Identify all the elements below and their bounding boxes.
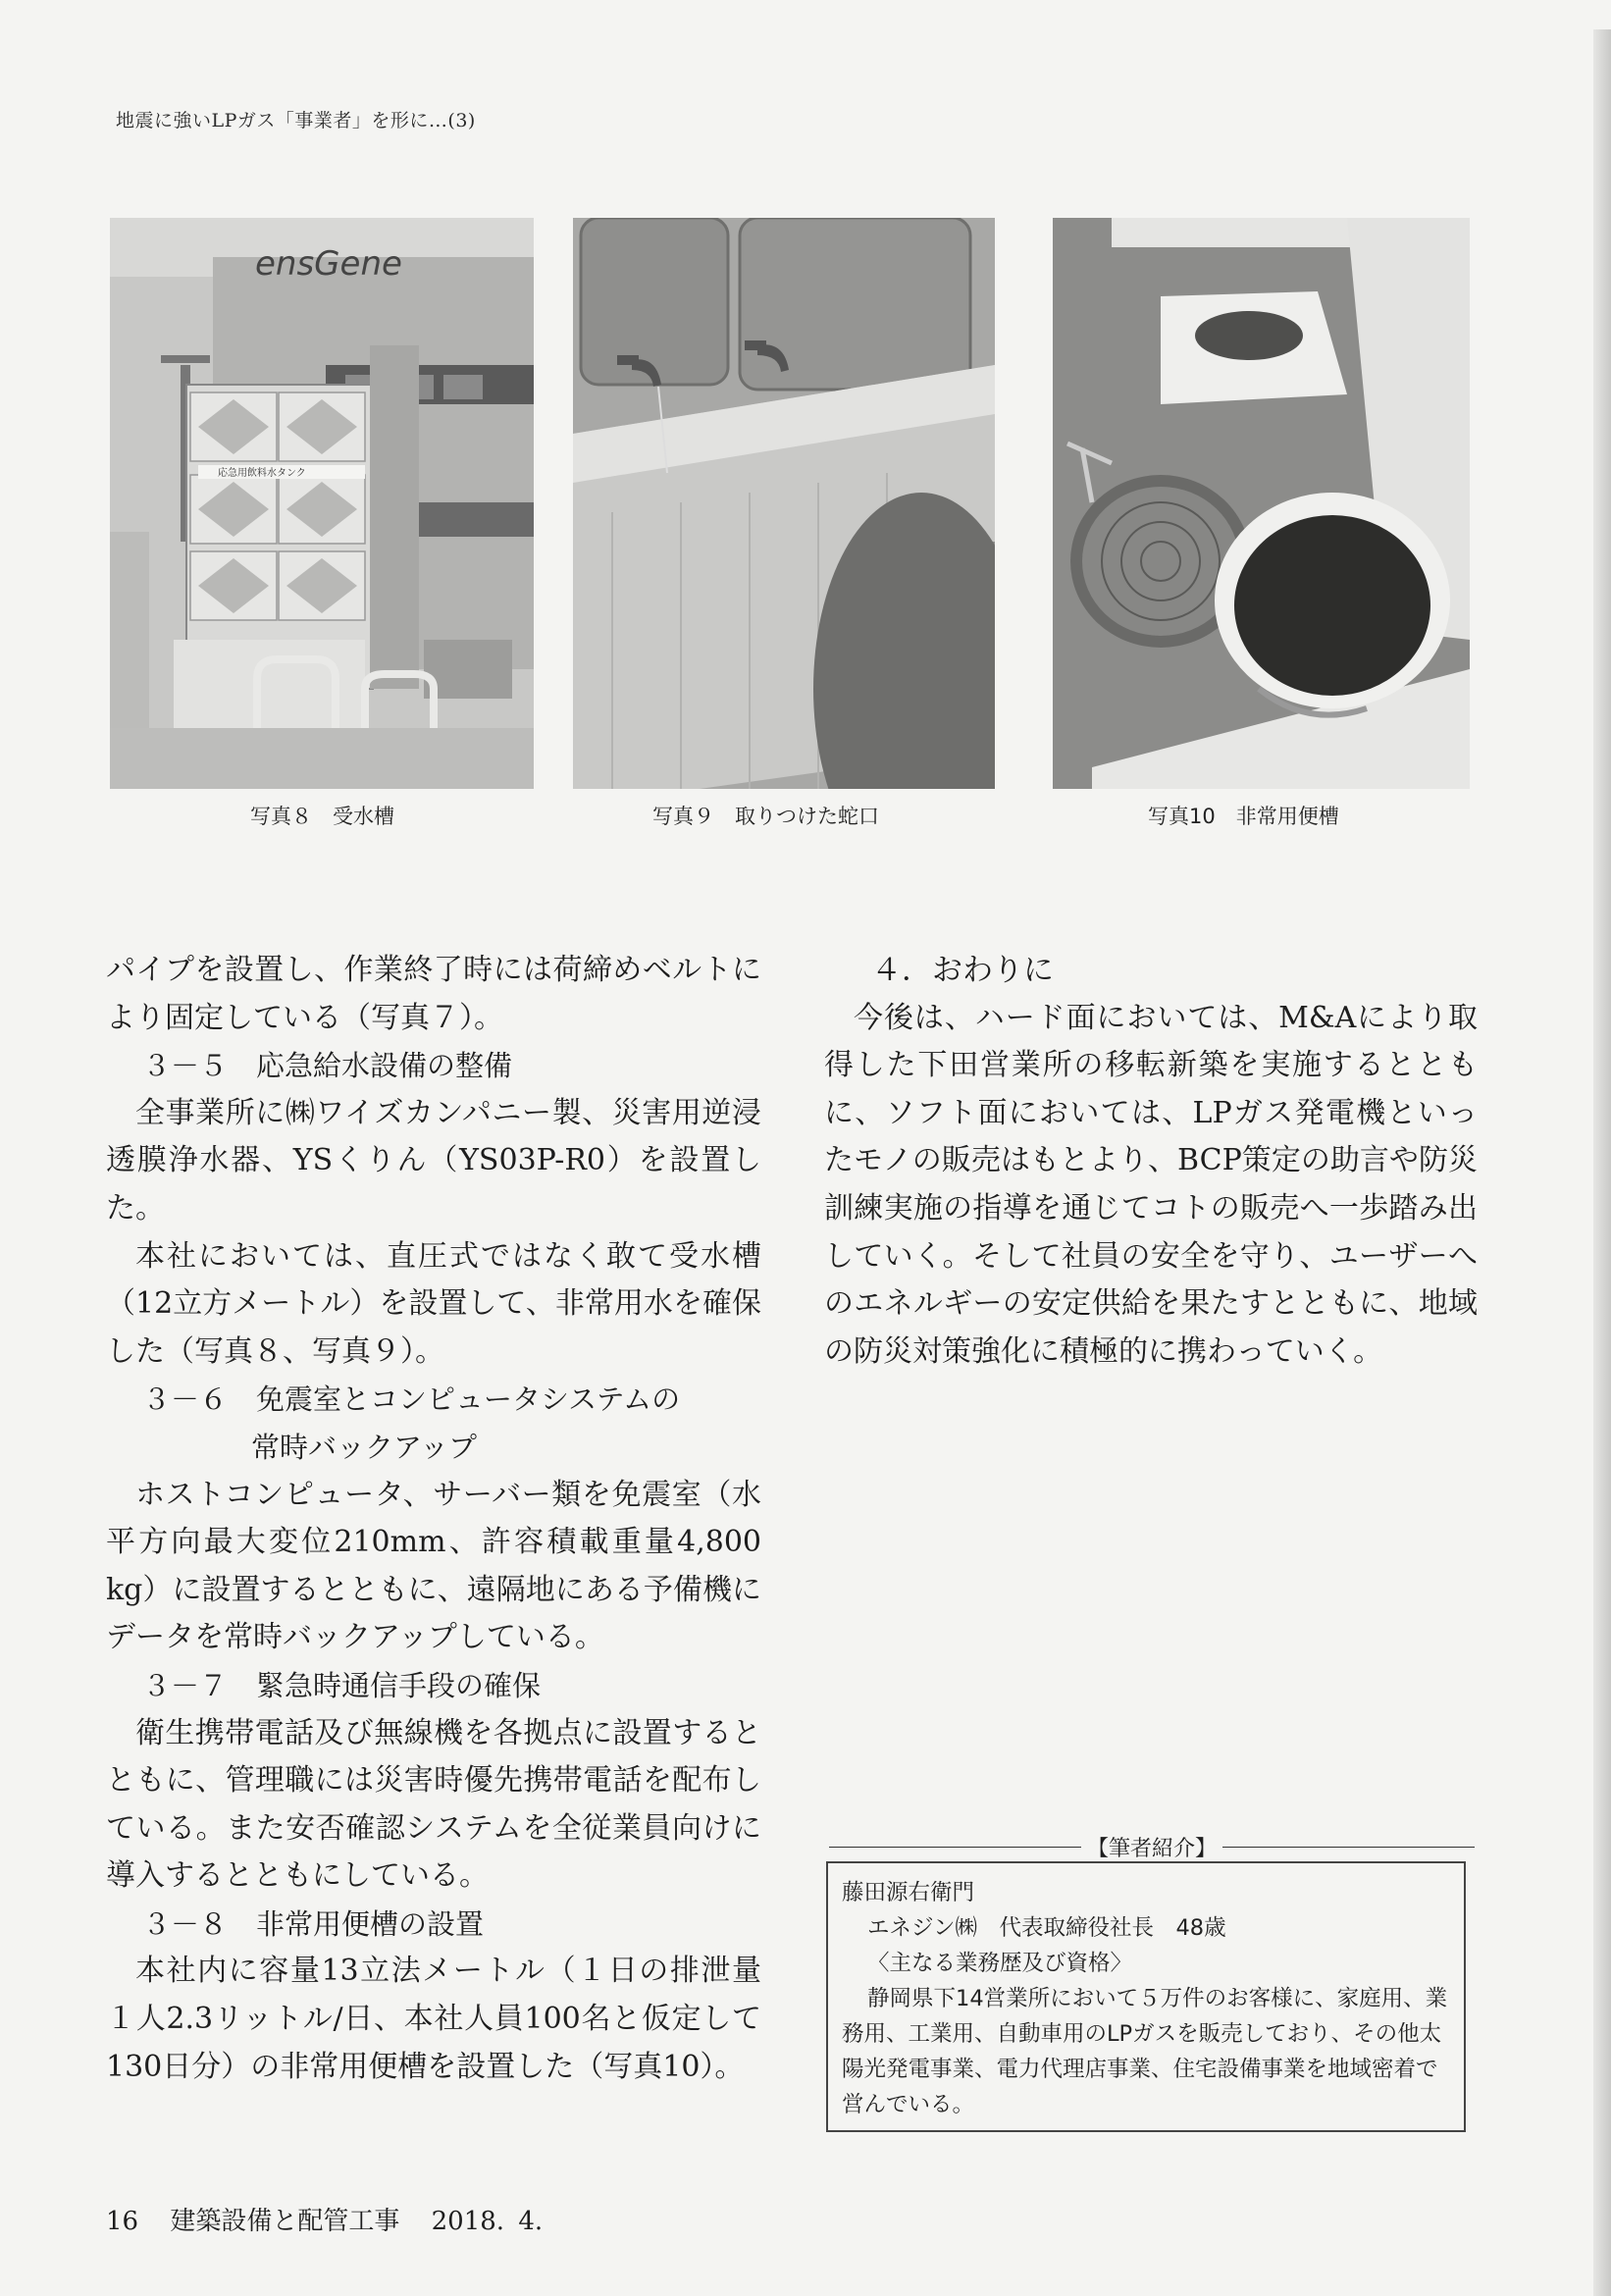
author-box-heading: 【筆者紹介】	[1087, 1836, 1218, 1861]
photo-water-tank	[110, 218, 534, 789]
section-heading	[106, 1376, 761, 1471]
company-sign: ensGene	[255, 244, 402, 284]
photo-caption: 写真10 非常用便槽	[1148, 805, 1339, 828]
paragraph: 今後は、ハード面においては、M&Aにより取得した下田営業所の移転新築を実施するとともに、ソフト面においては、LPガス発電機といったモノの販売はもとより、BCP策定の助言や防災訓練実施の指導を通じてコトの販売へ一歩踏み出していく。そして社員の安全を守り、ユーザーへのエネルギーの安定供給を果たすとともに、地域の防災対策強化に積極的に携わっていく。	[824, 1000, 1478, 1369]
divider	[829, 1847, 1081, 1848]
article-column-right	[824, 947, 1478, 1376]
author-career-heading: 〈主なる業務歴及び資格〉	[867, 1951, 1133, 1976]
section-heading-line: ３－６ 免震室とコンピュータシステムの	[142, 1383, 681, 1417]
photo-emergency-tank	[1053, 218, 1470, 789]
photo-caption: 写真８ 受水槽	[250, 805, 394, 828]
author-box	[826, 1861, 1466, 2132]
author-box-title	[829, 1832, 1475, 1861]
page-footer	[106, 2201, 560, 2237]
running-head: 地震に強いLPガス「事業者」を形に…(3)	[116, 110, 476, 131]
section-heading: ３－７ 緊急時通信手段の確保	[142, 1668, 542, 1702]
paragraph: パイプを設置し、作業終了時には荷締めベルトにより固定している（写真７）。	[106, 953, 761, 1035]
tank-label: 応急用飲料水タンク	[218, 468, 306, 479]
section-heading: ４．おわりに	[871, 953, 1054, 988]
photo-caption: 写真９ 取りつけた蛇口	[652, 805, 879, 828]
paragraph: 本社内に容量13立法メートル（１日の排泄量１人2.3リットル/日、本社人員100名と仮定して130日分）の非常用便槽を設置した（写真10）。	[106, 1954, 761, 2084]
section-heading: ３－８ 非常用便槽の設置	[142, 1906, 485, 1941]
journal-name: 建築設備と配管工事	[170, 2207, 400, 2236]
issue-date: 2018. 4.	[431, 2207, 544, 2236]
author-name: 藤田源右衛門	[842, 1880, 975, 1905]
paragraph: 本社においては、直圧式ではなく敢て受水槽（12立方メートル）を設置して、非常用水を確保した（写真８、写真９）。	[106, 1238, 761, 1369]
section-heading: ３－５ 応急給水設備の整備	[142, 1049, 513, 1083]
section-heading-line: 常時バックアップ	[251, 1430, 477, 1464]
photo-faucets	[573, 218, 995, 789]
divider	[1222, 1847, 1475, 1848]
author-affiliation: エネジン㈱ 代表取締役社長 48歳	[867, 1915, 1226, 1941]
paragraph: 衛生携帯電話及び無線機を各拠点に設置するとともに、管理職には災害時優先携帯電話を配布している。また安否確認システムを全従業員向けに導入するとともにしている。	[106, 1715, 761, 1894]
article-column-left	[106, 947, 761, 2091]
paragraph: 全事業所に㈱ワイズカンパニー製、災害用逆浸透膜浄水器、YSくりん（YS03P-R0）を設置した。	[106, 1095, 761, 1226]
page-number: 16	[106, 2207, 139, 2236]
page-edge-shadow	[1593, 29, 1611, 2296]
author-bio: 静岡県下14営業所において５万件のお客様に、家庭用、業務用、工業用、自動車用のLPガスを販売しており、その他太陽光発電事業、電力代理店事業、住宅設備事業を地域密着で営んでいる。	[842, 1986, 1448, 2117]
paragraph: ホストコンピュータ、サーバー類を免震室（水平方向最大変位210mm、許容積載重量4,800 kg）に設置するとともに、遠隔地にある予備機にデータを常時バックアップしている。	[106, 1477, 761, 1655]
